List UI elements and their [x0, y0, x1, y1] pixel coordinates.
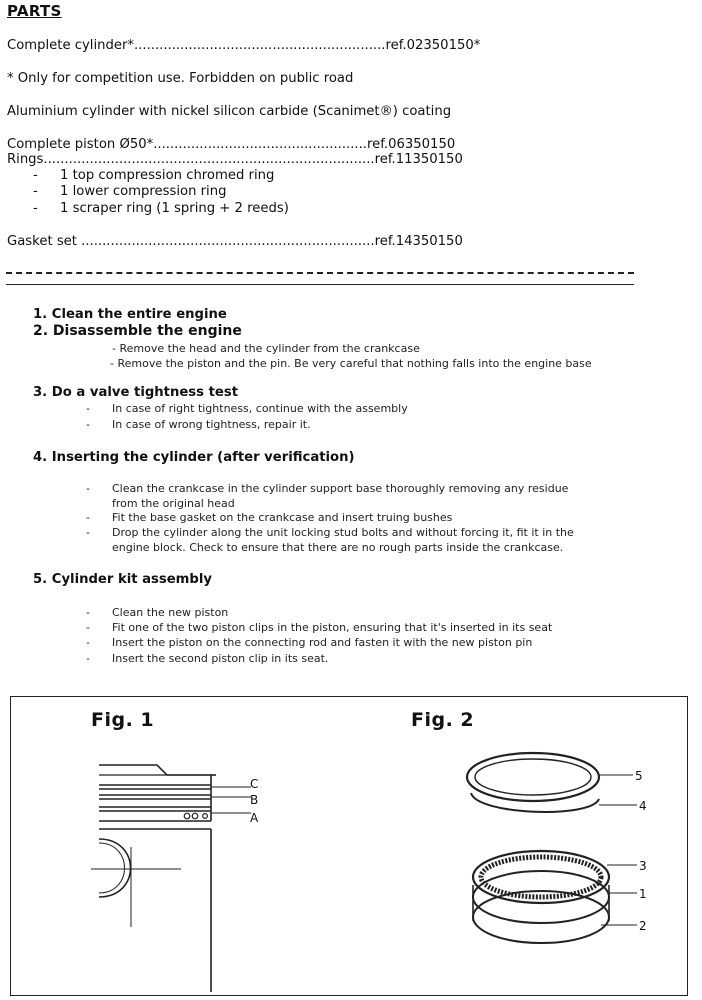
step-3-heading: 3. Do a valve tightness test	[33, 385, 238, 400]
step-4-item: - Clean the crankcase in the cylinder support base thoroughly removing any residue	[86, 482, 569, 495]
step-2-item: - Remove the piston and the pin. Be very careful that nothing falls into the engine base	[110, 357, 592, 370]
step-2-heading: 2. Disassemble the engine	[33, 323, 242, 339]
complete-cylinder-line: Complete cylinder*............................................................ref.02350150*	[7, 38, 481, 53]
gasket-line: Gasket set ......................................................................ref.14350150	[7, 234, 463, 249]
step-4-item: - Drop the cylinder along the unit locking stud bolts and without forcing it, fit it in the	[86, 526, 574, 539]
solid-divider	[6, 284, 634, 285]
fig-2-callout: 2	[639, 919, 647, 933]
ring-item: - 1 lower compression ring	[33, 184, 227, 199]
ring-item: - 1 top compression chromed ring	[33, 168, 275, 183]
fig-1-callout: B	[250, 793, 259, 807]
fig-1-callout: C	[250, 777, 259, 791]
fig-2-callout: 4	[639, 799, 647, 813]
parts-heading: PARTS	[7, 2, 62, 20]
aluminium-line: Aluminium cylinder with nickel silicon carbide (Scanimet®) coating	[7, 104, 452, 119]
fig-2-callout: 3	[639, 859, 647, 873]
step-4-item-cont: engine block. Check to ensure that there are no rough parts inside the crankcase.	[112, 541, 564, 554]
piston-cross-section-diagram	[71, 747, 271, 992]
fig-2-callout: 1	[639, 887, 647, 901]
figure-box	[10, 696, 688, 996]
ring-item: - 1 scraper ring (1 spring + 2 reeds)	[33, 201, 289, 216]
step-4-item-cont: from the original head	[112, 497, 235, 510]
fig-1-callout: A	[250, 811, 259, 825]
step-2-item: - Remove the head and the cylinder from the crankcase	[112, 342, 420, 355]
competition-note: * Only for competition use. Forbidden on public road	[7, 71, 354, 86]
step-3-item: - In case of right tightness, continue with the assembly	[86, 402, 408, 415]
fig-1-label: Fig. 1	[91, 709, 155, 731]
step-5-item: - Insert the piston on the connecting rod and fasten it with the new piston pin	[86, 636, 533, 649]
step-4-heading: 4. Inserting the cylinder (after verification)	[33, 450, 355, 465]
fig-2-label: Fig. 2	[411, 709, 475, 731]
rings-line: Rings...............................................................................ref.11350150	[7, 152, 463, 167]
step-5-heading: 5. Cylinder kit assembly	[33, 572, 212, 587]
step-5-item: - Insert the second piston clip in its seat.	[86, 652, 329, 665]
fig-2-callout: 5	[635, 769, 643, 783]
complete-piston-line: Complete piston Ø50*...................................................ref.06350150	[7, 137, 456, 152]
step-1-heading: 1. Clean the entire engine	[33, 307, 227, 322]
step-5-item: - Fit one of the two piston clips in the piston, ensuring that it's inserted in its seat	[86, 621, 553, 634]
step-3-item: - In case of wrong tightness, repair it.	[86, 418, 311, 431]
dashed-divider	[6, 272, 634, 275]
step-4-item: - Fit the base gasket on the crankcase and insert truing bushes	[86, 511, 453, 524]
step-5-item: - Clean the new piston	[86, 606, 229, 619]
